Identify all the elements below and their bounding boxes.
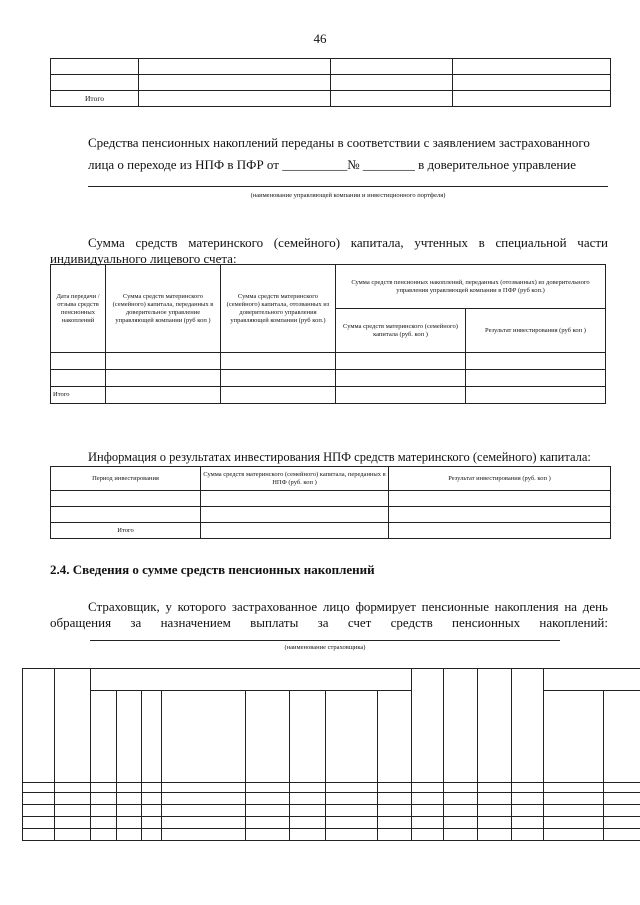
transfer-line-2: лица о переходе из НПФ в ПФР от __________№ ________ в доверительное управление <box>88 157 577 172</box>
col-group-header <box>91 669 412 691</box>
col-recalled-header: Сумма средств материнского (семейного) капитала, отозванных из доверительного управления управляющей компании (руб коп.) <box>221 265 336 353</box>
col-number-cell <box>55 783 91 793</box>
col-8-header <box>290 691 326 783</box>
col-10-header <box>378 691 412 783</box>
matcap-table <box>50 264 606 404</box>
insurer-name-field[interactable] <box>90 640 560 641</box>
col-number-cell <box>290 783 326 793</box>
col-number-cell <box>23 783 55 793</box>
section-heading: 2.4. Сведения о сумме средств пенсионных накоплений <box>50 562 375 577</box>
management-company-caption: (наименование управляющей компании и инвестиционного портфеля) <box>250 192 446 199</box>
col-number-cell <box>117 783 142 793</box>
col-transferred-header: Сумма средств материнского (семейного) капитала, переданных в доверительное управление управляющей компании (руб коп ) <box>106 265 221 353</box>
col-number-cell <box>512 783 544 793</box>
col-number-cell <box>444 783 478 793</box>
col-sub-result-header: Результат инвестирования (руб коп ) <box>466 309 606 353</box>
invest-title: Информация о результатах инвестирования НПФ средств материнского (семейного) капитала: <box>88 450 591 464</box>
col-number-cell <box>246 783 290 793</box>
invest-table <box>50 466 611 539</box>
invest-total-label: Итого <box>51 523 201 539</box>
col-5-header <box>142 691 162 783</box>
col-2-header <box>55 669 91 783</box>
table-row <box>23 829 640 841</box>
col-16-header <box>604 691 640 783</box>
insurer-name-caption: (наименование страховщика) <box>284 644 366 651</box>
col-number-cell <box>162 783 246 793</box>
col-11-header <box>412 669 444 783</box>
col-period-header: Период инвестирования <box>51 467 201 491</box>
table-row <box>23 793 640 805</box>
col-9-header <box>326 691 378 783</box>
page-number: 46 <box>313 31 327 46</box>
col-1-header <box>23 669 55 783</box>
col-4-header <box>117 691 142 783</box>
col-13-header <box>478 669 512 783</box>
col-date-header: Дата передачи /отзыва средств пенсионных накоплений <box>51 265 106 353</box>
table-row <box>23 805 640 817</box>
col-number-cell <box>478 783 512 793</box>
col-number-cell <box>326 783 378 793</box>
matcap-total-label: Итого <box>51 387 106 404</box>
col-group-header: Сумма средств пенсионных накоплений, переданных (отозванных) из доверительного управления управляющей компании в ПФР (руб коп.) <box>336 265 606 309</box>
pension-savings-table <box>22 668 640 841</box>
col-number-cell <box>142 783 162 793</box>
col-result-header: Результат инвестирования (руб. коп ) <box>389 467 611 491</box>
col-6-header <box>162 691 246 783</box>
col-sub-capital-header: Сумма средств материнского (семейного) капитала (руб. коп ) <box>336 309 466 353</box>
transfer-line-1: Средства пенсионных накоплений переданы в соответствии с заявлением застрахованного <box>88 135 590 150</box>
col-3-header <box>91 691 117 783</box>
col-number-cell <box>604 783 640 793</box>
insurer-line-1: Страховщик, у которого застрахованное лицо формирует пенсионные накопления на день <box>88 599 608 614</box>
col-number-cell <box>412 783 444 793</box>
insurer-line-2: обращения за назначением выплаты за счет средств пенсионных накоплений: <box>50 615 608 630</box>
col-number-cell <box>544 783 604 793</box>
col-7-header <box>246 691 290 783</box>
col-group-header-2 <box>544 669 640 691</box>
table-row <box>23 817 640 829</box>
col-number-cell <box>378 783 412 793</box>
matcap-line-2: индивидуального лицевого счета: <box>50 251 237 266</box>
total-label: Итого <box>51 91 139 107</box>
col-15-header <box>544 691 604 783</box>
col-amount-header: Сумма средств материнского (семейного) капитала, переданных в НПФ (руб. коп ) <box>201 467 389 491</box>
col-number-cell <box>91 783 117 793</box>
continuation-table <box>50 58 611 107</box>
col-12-header <box>444 669 478 783</box>
matcap-line-1: Сумма средств материнского (семейного) капитала, учтенных в специальной части <box>88 235 608 250</box>
management-company-field[interactable] <box>88 186 608 187</box>
col-14-header <box>512 669 544 783</box>
